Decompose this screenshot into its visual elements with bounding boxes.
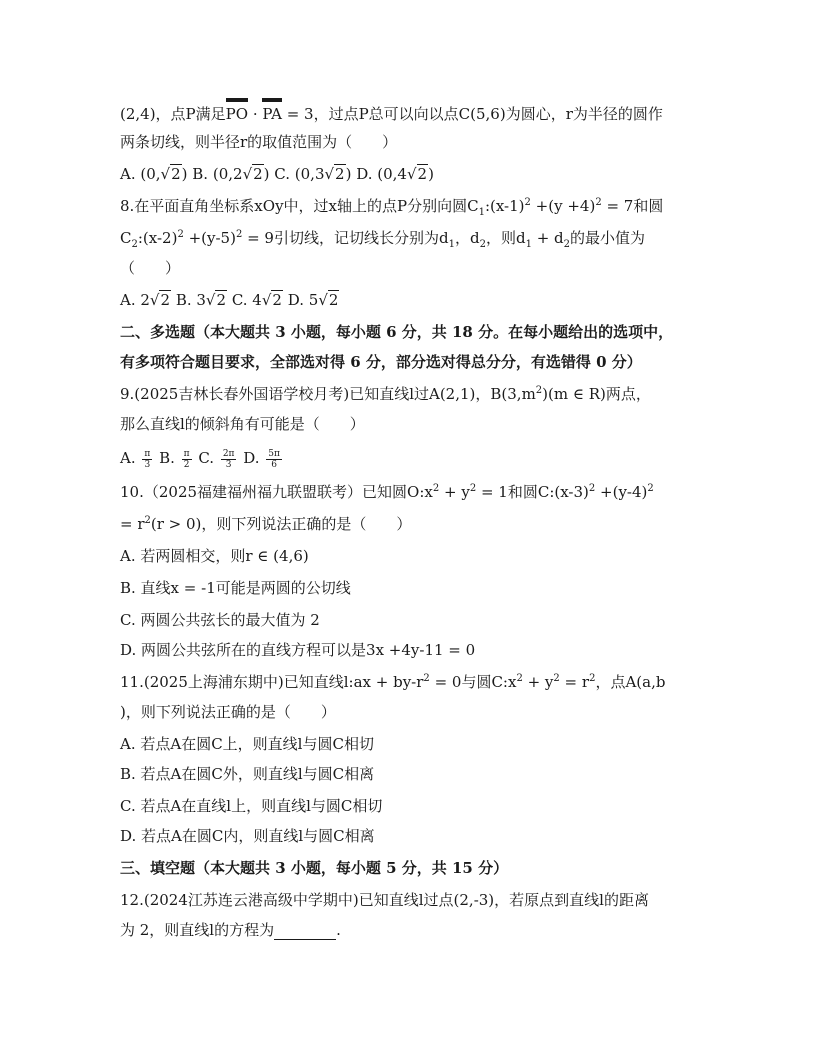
q9-options <box>120 448 700 470</box>
sqrt: √2 <box>160 165 181 183</box>
fraction: $\frac{5\pi}{6}$ <box>268 448 280 470</box>
q10-option-b: B. 直线x = -1可能是两圆的公切线 <box>120 579 351 597</box>
q9-option-a: A. <box>120 449 141 467</box>
sqrt: √2 <box>149 291 171 309</box>
q8-option-c: C. 4 <box>231 291 262 309</box>
q11-option-d: D. 若点A在圆C内，则直线l与圆C相离 <box>120 827 375 845</box>
section-2-heading-line2: 有多项符合题目要求，全部选对得 6 分，部分选对得总分分，有选错得 0 分） <box>120 353 642 371</box>
sqrt: √2 <box>324 165 345 183</box>
sqrt: √2 <box>406 165 428 183</box>
q11-line2: )，则下列说法正确的是（ ） <box>120 703 336 721</box>
vector-pa: PA <box>262 105 282 123</box>
q7-line2: 两条切线，则半径r的取值范围为（ ） <box>120 133 398 151</box>
q11-option-b: B. 若点A在圆C外，则直线l与圆C相离 <box>120 765 375 783</box>
q7-text: (2,4)，点P满足 <box>120 105 226 123</box>
q8-option-a: A. 2 <box>120 291 150 309</box>
fraction: $\frac{\pi}{2}$ <box>183 448 190 470</box>
q7-option-c: C. (0,3 <box>274 165 325 183</box>
answer-blank[interactable] <box>274 925 336 940</box>
sqrt: √2 <box>242 165 263 183</box>
q7-option-a: A. (0, <box>120 165 161 183</box>
sqrt: √2 <box>205 291 227 309</box>
q11-option-a: A. 若点A在圆C上，则直线l与圆C相切 <box>120 735 374 753</box>
q8-options <box>120 290 700 310</box>
q10-option-a: A. 若两圆相交，则r ∈ (4,6) <box>120 547 309 565</box>
q10-option-d: D. 两圆公共弦所在的直线方程可以是3x +4y-11 = 0 <box>120 641 476 659</box>
q9-line1: 9.(2025吉林长春外国语学校月考)已知直线l过A(2,1)，$B(3,m^2)(m$ ∈ R)两点， <box>120 385 651 403</box>
q8-option-d: D. 5 <box>287 291 319 309</box>
sqrt: √2 <box>261 291 282 309</box>
q12-line2: 为 2，则直线l的方程为 . <box>120 921 341 939</box>
q9-option-b: B. <box>159 449 180 467</box>
q11-option-c: C. 若点A在直线l上，则直线l与圆C相切 <box>120 797 383 815</box>
dot-operator: · <box>248 105 263 123</box>
q10-option-c: C. 两圆公共弦长的最大值为 2 <box>120 611 320 629</box>
q8-line1: 8.在平面直角坐标系xOy中，过x轴上的点P分别向圆$C_1:(x-1)^2 +(y +4)^2 = 7$和圆 <box>120 197 664 218</box>
section-3-heading: 三、填空题（本大题共 3 小题，每小题 5 分，共 15 分） <box>120 859 509 877</box>
q8-line3: （ ） <box>120 259 181 277</box>
fraction: $\frac{2\pi}{3}$ <box>222 448 235 470</box>
q7-options: A. (0,√2) B. (0,2√2) C. (0,3√2) D. (0,4√2) <box>120 165 434 183</box>
vector-po: PO <box>225 105 249 123</box>
q7-line1 <box>120 104 700 124</box>
q9-option-c: C. <box>198 449 219 467</box>
q10-line1: 10.（2025福建福州福九联盟联考）已知圆$O:x^2 + y^2 = 1$和圆$C:(x-3)^2 +(y-4)^2$ <box>120 483 654 501</box>
q9-option-d: D. <box>243 449 265 467</box>
q8-line2: $C_2:(x-2)^2 +(y-5)^2 = 9$引切线，记切线长分别为$d_1$，$d_2$，则$d_1 + d_2$的最小值为 <box>120 229 646 250</box>
q12-line1: 12.(2024江苏连云港高级中学期中)已知直线l过点(2,-3)，若原点到直线l的距离 <box>120 891 649 909</box>
section-2-heading-line1: 二、多选题（本大题共 3 小题，每小题 6 分，共 18 分。在每小题给出的选项中， <box>120 323 674 341</box>
q8-option-b: B. 3 <box>175 291 206 309</box>
q7-option-b: B. (0,2 <box>192 165 243 183</box>
q7-option-d: D. (0,4 <box>356 165 407 183</box>
q10-line2: = $r^2(r > 0)$，则下列说法正确的是（ ） <box>120 515 412 533</box>
q7-text: = 3，过点P总可以向以点C(5,6)为圆心，r为半径的圆作 <box>281 105 663 123</box>
fraction: $\frac{\pi}{3}$ <box>144 448 151 470</box>
q9-line2: 那么直线l的倾斜角有可能是（ ） <box>120 415 365 433</box>
sqrt: √2 <box>318 291 339 309</box>
q11-line1: 11.(2025上海浦东期中)已知直线l:ax + $by-r^2 = 0$与圆$C:x^2 + y^2 = r^2$，点A(a,b <box>120 673 666 691</box>
